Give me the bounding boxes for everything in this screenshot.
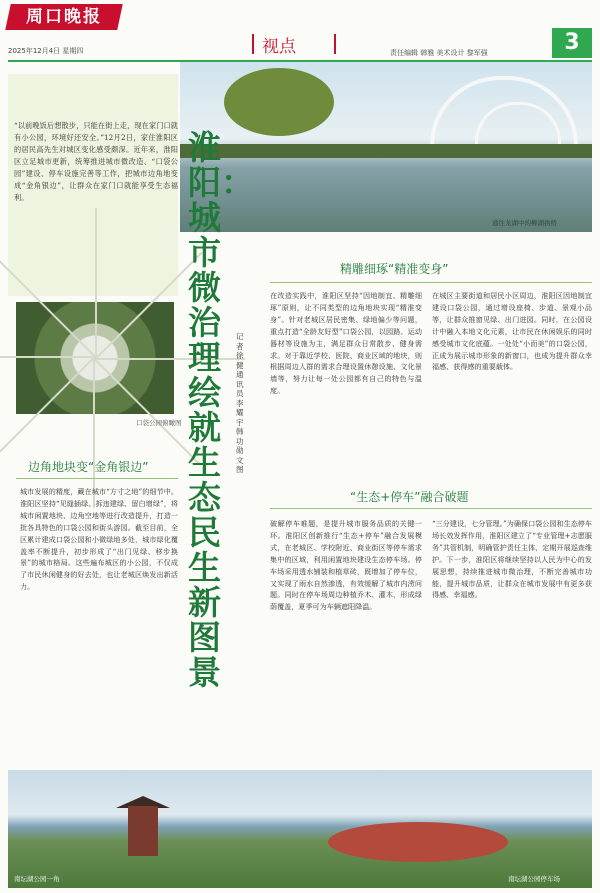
body-text-section3-left: 破解停车难题，是提升城市服务品质的关键一环。淮阳区创新推行“生态+停车”融合发展模式，在老城区、学校附近、商业街区等停车需求集中的区域，利用闲置地块建设生态停车场。停车场采用透水铺装和植草砖，既增加了停车位，又实现了雨水自然渗透，有效缓解了城市内涝问题。同时在停车场周边种植乔木、灌木，形成绿荫覆盖，夏季可为车辆遮阳降温。 [270, 519, 422, 612]
bottom-photo-caption-left: 南坛湖公园一角 [14, 875, 60, 883]
publication-date: 2025年12月4日 星期四 [8, 47, 84, 55]
parking-lot-area [328, 822, 508, 862]
hero-photo [180, 62, 592, 232]
subheading-rule [270, 508, 592, 509]
masthead-logo [5, 4, 123, 30]
subheading-corner-land: 边角地块变“金角银边” [28, 460, 149, 474]
hero-photo-caption: 通往龙湖中的柳湖拱桥 [492, 219, 557, 227]
section-divider-right [334, 34, 336, 54]
page-number-badge: 3 [552, 28, 592, 58]
article-byline: 记者 徐健 通讯员 李耀宇 韩功勋 文图 [236, 332, 244, 474]
subheading-rule [270, 282, 592, 283]
subheading-rule [16, 478, 178, 479]
section-title: 视点 [262, 37, 296, 57]
willow-tree [224, 68, 334, 136]
park-photo-caption: 口袋公园俯瞰图 [136, 419, 182, 427]
subheading-eco-parking: “生态+停车”融合破题 [350, 490, 469, 504]
body-text-section2-right: 在城区主要街道和居民小区周边，淮阳区因地制宜建设口袋公园，通过增设座椅、步道、景观小品等，让群众推窗见绿、出门进园。同时，在公园设计中融入本地文化元素，让市民在休闲娱乐的同时感受城市文化底蕴。一处处“小而美”的口袋公园，正成为展示城市形象的新窗口，也成为提升群众幸福感、获得感的重要载体。 [432, 291, 592, 372]
article-headline: 淮阳：城市微治理绘就生态民生新图景 [188, 128, 254, 692]
masthead-title: 周口晚报 [26, 7, 102, 27]
subheading-precise-transform: 精雕细琢“精准变身” [340, 262, 449, 276]
body-text-left: 城市发展的精度，藏在城市“方寸之地”的细节中。淮阳区坚持“见缝插绿、拆违建绿、留白增绿”，将城市闲置地块、边角空地等进行改造提升，打造一批各具特色的口袋公园和街头游园。截至目前，全区累计建成口袋公园和小微绿地多处，城市绿化覆盖率不断提升，初步形成了“出门见绿、移步换景”的城市格局。这些遍布城区的小公园，不仅成了市民休闲健身的好去处，也让老城区焕发出新活力。 [20, 487, 178, 592]
pavilion-tower [128, 806, 158, 856]
bottom-panorama-photo [8, 770, 592, 888]
body-text-section2-left: 在改造实践中，淮阳区坚持“因地制宜、精雕细琢”原则，让不同类型的边角地块实现“精准变身”。针对老城区居民密集、绿地偏少等问题，重点打造“全龄友好型”口袋公园，以园路、运动器材等设施为主，满足群众日常散步、健身需求。对于靠近学校、医院、商业区域的地块，则根据周边人群的需求合理设置休憩设施、文化景墙等，努力让每一处公园都有自己的特色与温度。 [270, 291, 422, 396]
lead-paragraph: “以前晚饭后想散步，只能在街上走，现在家门口就有小公园，环境好还安全。”12月2日，家住淮阳区的居民高先生对城区变化感受颇深。近年来，淮阳区立足城市更新，统筹推进城市微改造、“口袋公园”建设、停车设施完善等工作，把城市边角地变成“金角银边”，让群众在家门口就能享受生态福利。 [14, 121, 178, 202]
river-bank [180, 144, 592, 158]
body-text-section3-right: “三分建设，七分管理。”为确保口袋公园和生态停车场长效发挥作用，淮阳区建立了“专业管理+志愿服务”共管机制，明确管护责任主体，定期开展巡查维护。下一步，淮阳区将继续坚持以人民为中心的发展思想，持续推进城市微治理，不断完善城市功能，提升城市品质，让群众在城市发展中有更多获得感、幸福感。 [432, 519, 592, 600]
park-aerial-photo [16, 302, 174, 414]
section-divider-left [252, 34, 254, 54]
editor-credits: 责任编辑 韩雅 美术设计 黎军强 [390, 49, 488, 57]
bottom-photo-caption-right: 南坛湖公园停车场 [508, 875, 560, 883]
